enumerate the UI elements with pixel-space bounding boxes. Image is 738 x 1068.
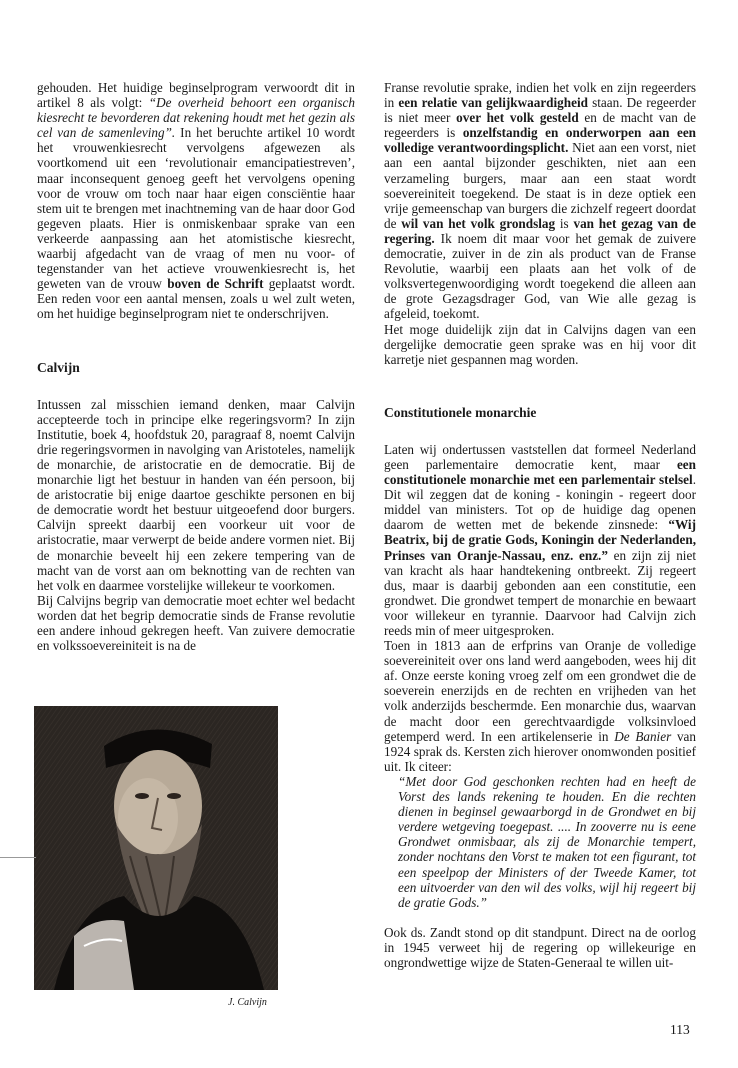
paragraph-1813: Toen in 1813 aan de erfprins van Oranje de volledige soevereiniteit over ons land werd aangeboden, wees hij dit af. Onze eerste koning vroeg zelf om een grondwet die de soeverein enerzijds en de rechten en vrijheden van het volk anderzijds beschermde. Een monarchie dus, waarvan de macht door een gerechtvaardigde volksinvloed getemperd werd. In een artikelenserie in De Banier van 1924 sprak ds. Kersten zich hierover onomwonden positief uit. Ik citeer:: [384, 638, 696, 774]
paragraph-zandt: Ook ds. Zandt stond op dit standpunt. Direct na de oorlog in 1945 verweet hij de regering op willekeurige en ongrondwettige wijze de Staten-Generaal te willen uit-: [384, 924, 696, 970]
section-heading-monarchie: Constitutionele monarchie: [384, 404, 537, 420]
calvijn-portrait: [34, 706, 278, 990]
paragraph-revolutie: Franse revolutie sprake, indien het volk en zijn regeerders in een relatie van gelijkwaardigheid staan. De regeerder is niet meer over het volk gesteld en de macht van de regeerders is onzelfstandig en onderworpen aan een volledige verantwoordingsplicht. Niet aan een vorst, niet aan een aantal bijzonder geschikten, niet aan een verzameling burgers, maar aan een staat wordt soevereiniteit toegekend. De staat is in deze optiek een vrije gemeenschap van burgers die zichzelf regeert doordat de wil van het volk grondslag is van het gezag van de regering. Ik noem dit maar voor het gemak de zuivere democratie, zuiver in de zin als product van de Franse Revolutie, waarbij een plaats aan het volk of de volksvertegenwoordiging wordt toegekend die alleen aan de grote Gezagsdrager God, van Wie alle gezag is afgeleid, toekomt.: [384, 80, 697, 322]
kersten-quote: “Met door God geschonken rechten had en heeft de Vorst des lands rekening te houden. En die rechten dienen in beginsel gewaarborgd in de Grondwet en bij verdere wetgeving toegepast. .... In zooverre nu is eene Grondwet onmisbaar, als zij de Monarchie tempert, zonder nochtans den Vorst te maken tot een figurant, tot een speelpop der Ministers of der Tweede Kamer, tot een uitvoerder van den wil des volks, wijl hij regeert bij de gratie Gods.”: [398, 773, 696, 910]
paragraph-karretje: Het moge duidelijk zijn dat in Calvijns dagen van een dergelijke democratie geen sprake was en hij voor dit karretje niet gespannen mag worden.: [384, 321, 696, 367]
program-quote: “De overheid behoort een organisch kiesrecht te bevorderen dat rekening houdt met het gezin als cel van de samenleving”.: [37, 95, 355, 141]
right-column: [384, 80, 696, 970]
paragraph-democratie: Bij Calvijns begrip van democratie moet echter wel bedacht worden dat het begrip democratie sinds de Franse revolutie een andere inhoud gekregen heeft. Van zuivere democratie en volkssoevereiniteit is na de: [37, 592, 355, 654]
left-column: [37, 80, 355, 653]
paragraph-intro: gehouden. Het huidige beginselprogram verwoordt dit in artikel 8 als volgt: “De overheid behoort een organisch kiesrecht te bevorderen dat rekening houdt met het gezin als cel van de samenleving”. In het beruchte artikel 10 wordt het vrouwenkiesrecht vervolgens afgewezen als voortkomend uit een ‘revolutionair emancipatiestreven’, maar inconsequent genoeg geeft het vervolgens opening voor de vrouw om toch naar haar eigen consciëntie haar stem uit te brengen met inachtneming van de haar door God gegeven plaats. Hier is onmiskenbaar sprake van een verkeerde aanpassing aan het atomistische kiesrecht, waarbij afgedacht van de vraag of men nu voor- of tegenstander van het actieve vrouwenkiesrecht is, het geweten van de vrouw boven de Schrift geplaatst wordt. Een reden voor een aantal mensen, zoals u wel zult weten, om het huidige beginselprogram niet te onderschrijven.: [37, 80, 356, 322]
section-heading-calvijn: Calvijn: [37, 359, 80, 375]
portrait-caption: J. Calvijn: [228, 997, 267, 1008]
margin-mark: [0, 857, 36, 858]
paragraph-calvijn: Intussen zal misschien iemand denken, maar Calvijn accepteerde toch in principe elke regeringsvorm? In zijn Institutie, boek 4, hoofdstuk 20, paragraaf 8, noemt Calvijn drie regeringsvormen in navolging van Aristoteles, namelijk de monarchie, de aristocratie en de democratie. Bij de monarchie ligt het bestuur in handen van één persoon, bij de aristocratie bij enige daartoe geschikte personen en bij de democratie wordt het bestuur uitgeoefend door burgers. Calvijn spreekt daarbij een voorkeur uit voor de aristocratie, maar verwerpt de beide andere vormen niet. Bij de monarchie beveelt hij een zekere tempering van de macht van de vorst aan om beknotting van de rechten van het volk en daarmee vorstelijke willekeur te voorkomen.: [37, 396, 355, 593]
page-number: 113: [670, 1022, 690, 1037]
paragraph-constitutioneel: Laten wij ondertussen vaststellen dat formeel Nederland geen parlementaire democratie kent, maar een constitutionele monarchie met een parlementair stelsel. Dit wil zeggen dat de koning - koningin - regeert door middel van ministers. Tot op de huidige dag openen daarom de wetten met de bekende zinsnede: “Wij Beatrix, bij de gratie Gods, Koningin der Nederlanden, Prinses van Oranje-Nassau, enz. enz.” en zijn zij niet van kracht als haar handtekening ontbreekt. Zij regeert dus, maar is daarbij gebonden aan een constitutie, een grondwet. Die grondwet tempert de monarchie en bewaart voor willekeur en tyrannie. Daarvoor had Calvijn zich reeds min of meer uitgesproken.: [384, 441, 696, 638]
portrait-engraving: [34, 706, 278, 990]
